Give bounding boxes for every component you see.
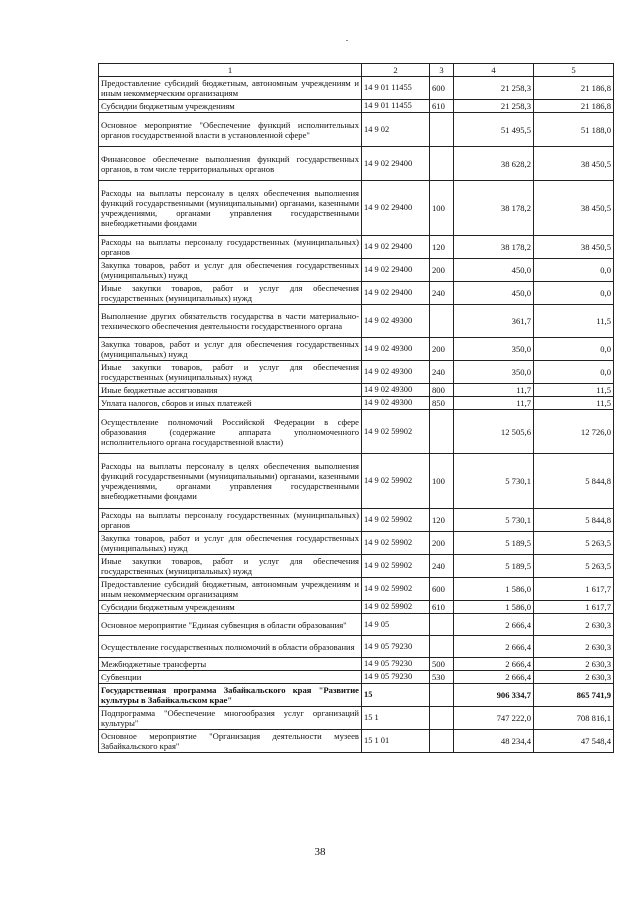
- table-row: [99, 282, 614, 305]
- row-code-cell: 14 9 05: [362, 614, 430, 636]
- table-row: [99, 671, 614, 684]
- row-expense-type-cell: 800: [430, 384, 454, 397]
- row-name-cell: Субсидии бюджетным учреждениям: [99, 601, 362, 614]
- row-expense-type-cell: [430, 730, 454, 753]
- row-value-col4-cell: 51 495,5: [454, 113, 534, 147]
- row-value-col5-cell: 2 630,3: [534, 636, 614, 658]
- table-row: [99, 113, 614, 147]
- row-value-col5-cell: 865 741,9: [534, 684, 614, 707]
- row-name-cell: Расходы на выплаты персоналу государственных (муниципальных) органов: [99, 236, 362, 259]
- row-name-cell: Предоставление субсидий бюджетным, автономным учреждениям и иным некоммерческим организациям: [99, 77, 362, 100]
- row-value-col4-cell: 450,0: [454, 259, 534, 282]
- row-name-cell: Выполнение других обязательств государства в части материально-технического обеспечения деятельности государственного органа: [99, 305, 362, 338]
- row-name-cell: Иные закупки товаров, работ и услуг для обеспечения государственных (муниципальных) нужд: [99, 361, 362, 384]
- row-code-cell: 14 9 02 59902: [362, 410, 430, 454]
- budget-table: [98, 63, 614, 753]
- table-row: [99, 578, 614, 601]
- table-row: [99, 614, 614, 636]
- row-code-cell: 14 9 05 79230: [362, 658, 430, 671]
- row-code-cell: 14 9 02 29400: [362, 181, 430, 236]
- row-name-cell: Иные закупки товаров, работ и услуг для обеспечения государственных (муниципальных) нужд: [99, 282, 362, 305]
- table-row: [99, 147, 614, 181]
- row-value-col5-cell: 5 844,8: [534, 454, 614, 509]
- row-code-cell: 14 9 02 49300: [362, 338, 430, 361]
- table-body: [99, 64, 614, 753]
- row-code-cell: 14 9 02 49300: [362, 305, 430, 338]
- row-expense-type-cell: 610: [430, 100, 454, 113]
- row-expense-type-cell: [430, 636, 454, 658]
- table-row: [99, 730, 614, 753]
- row-value-col4-cell: 38 178,2: [454, 181, 534, 236]
- row-value-col5-cell: 0,0: [534, 361, 614, 384]
- row-code-cell: 14 9 02 29400: [362, 282, 430, 305]
- row-value-col5-cell: 38 450,5: [534, 181, 614, 236]
- row-value-col5-cell: 11,5: [534, 384, 614, 397]
- row-value-col4-cell: 350,0: [454, 338, 534, 361]
- row-name-cell: Основное мероприятие "Организация деятельности музеев Забайкальского края": [99, 730, 362, 753]
- row-code-cell: 14 9 02 59902: [362, 454, 430, 509]
- row-name-cell: Подпрограмма "Обеспечение многообразия услуг организаций культуры": [99, 707, 362, 730]
- row-value-col5-cell: 708 816,1: [534, 707, 614, 730]
- row-value-col5-cell: 0,0: [534, 338, 614, 361]
- row-code-cell: 14 9 02 59902: [362, 532, 430, 555]
- row-name-cell: Расходы на выплаты персоналу государственных (муниципальных) органов: [99, 509, 362, 532]
- row-value-col5-cell: 11,5: [534, 305, 614, 338]
- row-code-cell: 14 9 02 49300: [362, 361, 430, 384]
- row-value-col5-cell: 21 186,8: [534, 100, 614, 113]
- table-row: [99, 684, 614, 707]
- row-code-cell: 14 9 01 11455: [362, 77, 430, 100]
- row-value-col4-cell: 48 234,4: [454, 730, 534, 753]
- row-expense-type-cell: 240: [430, 555, 454, 578]
- row-value-col5-cell: 2 630,3: [534, 614, 614, 636]
- row-name-cell: Закупка товаров, работ и услуг для обеспечения государственных (муниципальных) нужд: [99, 532, 362, 555]
- row-expense-type-cell: [430, 410, 454, 454]
- row-expense-type-cell: 200: [430, 532, 454, 555]
- row-expense-type-cell: [430, 684, 454, 707]
- row-value-col4-cell: 906 334,7: [454, 684, 534, 707]
- row-code-cell: 15 1 01: [362, 730, 430, 753]
- row-value-col4-cell: 11,7: [454, 384, 534, 397]
- row-value-col4-cell: 1 586,0: [454, 601, 534, 614]
- row-value-col4-cell: 5 730,1: [454, 509, 534, 532]
- row-value-col4-cell: 12 505,6: [454, 410, 534, 454]
- row-value-col5-cell: 12 726,0: [534, 410, 614, 454]
- row-code-cell: 14 9 02 59902: [362, 555, 430, 578]
- row-name-cell: Основное мероприятие "Обеспечение функций исполнительных органов государственной власти в установленной сфере": [99, 113, 362, 147]
- row-name-cell: Осуществление государственных полномочий в области образования: [99, 636, 362, 658]
- table-row: [99, 397, 614, 410]
- row-name-cell: Расходы на выплаты персоналу в целях обеспечения выполнения функций государственными (муниципальными) органами, казенными учреждениями, органами управления государственными внебюджетными фондами: [99, 454, 362, 509]
- row-expense-type-cell: 240: [430, 282, 454, 305]
- table-row: [99, 305, 614, 338]
- row-name-cell: Закупка товаров, работ и услуг для обеспечения государственных (муниципальных) нужд: [99, 338, 362, 361]
- row-name-cell: Межбюджетные трансферты: [99, 658, 362, 671]
- row-value-col4-cell: 450,0: [454, 282, 534, 305]
- row-value-col4-cell: 5 189,5: [454, 555, 534, 578]
- row-value-col5-cell: 38 450,5: [534, 236, 614, 259]
- table-row: [99, 181, 614, 236]
- table-row: [99, 410, 614, 454]
- page-number: 38: [314, 846, 326, 858]
- row-name-cell: Основное мероприятие "Единая субвенция в области образования": [99, 614, 362, 636]
- row-value-col5-cell: 51 188,0: [534, 113, 614, 147]
- row-value-col5-cell: 1 617,7: [534, 578, 614, 601]
- row-name-cell: Осуществление полномочий Российской Федерации в сфере образования (содержание аппарата уполномоченного исполнительного органа государственной власти): [99, 410, 362, 454]
- table-row: [99, 658, 614, 671]
- row-value-col4-cell: 747 222,0: [454, 707, 534, 730]
- row-code-cell: 15 1: [362, 707, 430, 730]
- row-code-cell: 14 9 02: [362, 113, 430, 147]
- row-expense-type-cell: [430, 614, 454, 636]
- row-name-cell: Уплата налогов, сборов и иных платежей: [99, 397, 362, 410]
- table-row: [99, 707, 614, 730]
- row-name-cell: Иные закупки товаров, работ и услуг для обеспечения государственных (муниципальных) нужд: [99, 555, 362, 578]
- row-expense-type-cell: 850: [430, 397, 454, 410]
- row-code-cell: 14 9 02 59902: [362, 601, 430, 614]
- row-value-col5-cell: 21 186,8: [534, 77, 614, 100]
- row-value-col5-cell: 2 630,3: [534, 658, 614, 671]
- row-value-col4-cell: 361,7: [454, 305, 534, 338]
- row-value-col4-cell: 21 258,3: [454, 100, 534, 113]
- table-row: [99, 454, 614, 509]
- row-value-col5-cell: 2 630,3: [534, 671, 614, 684]
- row-value-col4-cell: 5 189,5: [454, 532, 534, 555]
- row-code-cell: 14 9 02 29400: [362, 147, 430, 181]
- row-expense-type-cell: [430, 305, 454, 338]
- row-name-cell: Субсидии бюджетным учреждениям: [99, 100, 362, 113]
- row-expense-type-cell: 500: [430, 658, 454, 671]
- row-value-col4-cell: 1 586,0: [454, 578, 534, 601]
- table-row: [99, 509, 614, 532]
- row-expense-type-cell: [430, 707, 454, 730]
- row-name-cell: Субвенции: [99, 671, 362, 684]
- row-code-cell: 15: [362, 684, 430, 707]
- row-name-cell: Государственная программа Забайкальского края "Развитие культуры в Забайкальском крае": [99, 684, 362, 707]
- row-value-col5-cell: 5 844,8: [534, 509, 614, 532]
- row-expense-type-cell: 240: [430, 361, 454, 384]
- scan-dot: [346, 40, 348, 41]
- row-code-cell: 14 9 01 11455: [362, 100, 430, 113]
- row-value-col4-cell: 11,7: [454, 397, 534, 410]
- row-name-cell: Расходы на выплаты персоналу в целях обеспечения выполнения функций государственными (муниципальными) органами, казенными учреждениями, органами управления государственными внебюджетными фондами: [99, 181, 362, 236]
- row-value-col5-cell: 1 617,7: [534, 601, 614, 614]
- table-row: [99, 532, 614, 555]
- row-value-col5-cell: 47 548,4: [534, 730, 614, 753]
- row-value-col5-cell: 5 263,5: [534, 532, 614, 555]
- row-value-col5-cell: 5 263,5: [534, 555, 614, 578]
- table-row: [99, 636, 614, 658]
- row-expense-type-cell: 200: [430, 338, 454, 361]
- row-value-col4-cell: 2 666,4: [454, 614, 534, 636]
- row-expense-type-cell: 610: [430, 601, 454, 614]
- header-cell-4: 4: [454, 64, 534, 77]
- row-value-col4-cell: 350,0: [454, 361, 534, 384]
- row-expense-type-cell: 600: [430, 77, 454, 100]
- row-expense-type-cell: 600: [430, 578, 454, 601]
- row-value-col5-cell: 0,0: [534, 259, 614, 282]
- header-cell-5: 5: [534, 64, 614, 77]
- row-value-col4-cell: 21 258,3: [454, 77, 534, 100]
- row-name-cell: Финансовое обеспечение выполнения функций государственных органов, в том числе территориальных органов: [99, 147, 362, 181]
- row-expense-type-cell: [430, 147, 454, 181]
- row-name-cell: Закупка товаров, работ и услуг для обеспечения государственных (муниципальных) нужд: [99, 259, 362, 282]
- row-code-cell: 14 9 05 79230: [362, 636, 430, 658]
- table-row: [99, 259, 614, 282]
- table-row: [99, 361, 614, 384]
- row-value-col4-cell: 5 730,1: [454, 454, 534, 509]
- row-code-cell: 14 9 02 29400: [362, 259, 430, 282]
- row-name-cell: Предоставление субсидий бюджетным, автономным учреждениям и иным некоммерческим организациям: [99, 578, 362, 601]
- row-code-cell: 14 9 02 59902: [362, 509, 430, 532]
- row-code-cell: 14 9 05 79230: [362, 671, 430, 684]
- table-row: [99, 77, 614, 100]
- row-value-col4-cell: 2 666,4: [454, 671, 534, 684]
- table-row: [99, 601, 614, 614]
- row-value-col4-cell: 38 628,2: [454, 147, 534, 181]
- row-value-col4-cell: 2 666,4: [454, 658, 534, 671]
- row-value-col4-cell: 2 666,4: [454, 636, 534, 658]
- row-name-cell: Иные бюджетные ассигнования: [99, 384, 362, 397]
- table-row: [99, 555, 614, 578]
- table-header-row: [99, 64, 614, 77]
- row-value-col5-cell: 38 450,5: [534, 147, 614, 181]
- row-code-cell: 14 9 02 59902: [362, 578, 430, 601]
- table-row: [99, 100, 614, 113]
- row-code-cell: 14 9 02 29400: [362, 236, 430, 259]
- row-value-col4-cell: 38 178,2: [454, 236, 534, 259]
- header-cell-2: 2: [362, 64, 430, 77]
- row-code-cell: 14 9 02 49300: [362, 384, 430, 397]
- row-expense-type-cell: [430, 113, 454, 147]
- row-expense-type-cell: 120: [430, 236, 454, 259]
- row-expense-type-cell: 100: [430, 454, 454, 509]
- row-expense-type-cell: 100: [430, 181, 454, 236]
- row-expense-type-cell: 120: [430, 509, 454, 532]
- row-expense-type-cell: 530: [430, 671, 454, 684]
- row-code-cell: 14 9 02 49300: [362, 397, 430, 410]
- row-expense-type-cell: 200: [430, 259, 454, 282]
- row-value-col5-cell: 0,0: [534, 282, 614, 305]
- header-cell-3: 3: [430, 64, 454, 77]
- table-row: [99, 236, 614, 259]
- table-row: [99, 338, 614, 361]
- header-cell-1: 1: [99, 64, 362, 77]
- row-value-col5-cell: 11,5: [534, 397, 614, 410]
- table-row: [99, 384, 614, 397]
